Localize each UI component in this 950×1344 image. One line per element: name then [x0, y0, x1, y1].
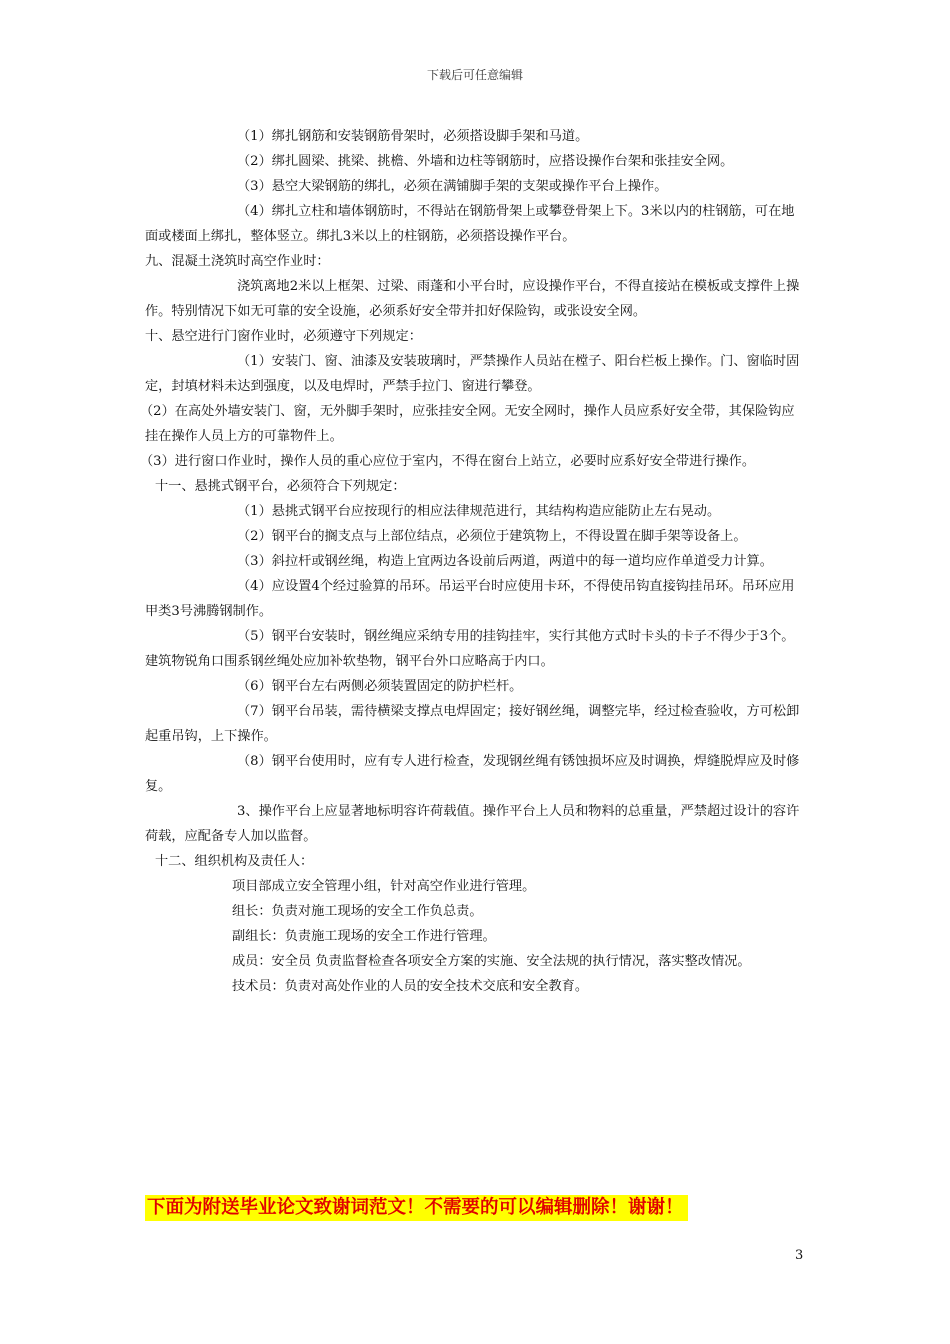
paragraph: 项目部成立安全管理小组，针对高空作业进行管理。 [232, 879, 536, 894]
paragraph: （3）悬空大梁钢筋的绑扎，必须在满铺脚手架的支架或操作平台上操作。 [237, 179, 668, 194]
paragraph: （2）在高处外墙安装门、窗，无外脚手架时，应张挂安全网。无安全网时，操作人员应系好安全带，其保险钩应挂在操作人员上方的可靠物件上。 [140, 404, 795, 444]
document-body [140, 124, 807, 999]
paragraph: （2）钢平台的搁支点与上部位结点，必须位于建筑物上，不得设置在脚手架等设备上。 [237, 529, 747, 544]
paragraph: （4）应设置4个经过验算的吊环。吊运平台时应使用卡环，不得使吊钩直接钩挂吊环。吊环应用甲类3号沸腾钢制作。 [145, 579, 795, 619]
paragraph: 副组长：负责施工现场的安全工作进行管理。 [232, 929, 496, 944]
paragraph: （7）钢平台吊装，需待横梁支撑点电焊固定；接好钢丝绳，调整完毕，经过检查验收，方可松卸起重吊钩，上下操作。 [145, 704, 800, 744]
paragraph: （8）钢平台使用时，应有专人进行检查，发现钢丝绳有锈蚀损坏应及时调换，焊缝脱焊应及时修复。 [145, 754, 800, 794]
paragraph: （1）安装门、窗、油漆及安装玻璃时，严禁操作人员站在樘子、阳台栏板上操作。门、窗临时固定，封填材料未达到强度，以及电焊时，严禁手拉门、窗进行攀登。 [145, 354, 800, 394]
paragraph: （1）绑扎钢筋和安装钢筋骨架时，必须搭设脚手架和马道。 [237, 129, 589, 144]
paragraph: 浇筑离地2米以上框架、过梁、雨蓬和小平台时，应设操作平台，不得直接站在模板或支撑件上操作。特别情况下如无可靠的安全设施，必须系好安全带并扣好保险钩，或张设安全网。 [145, 279, 800, 319]
paragraph: （5）钢平台安装时，钢丝绳应采纳专用的挂钩挂牢，实行其他方式时卡头的卡子不得少于3个。建筑物锐角口围系钢丝绳处应加补软垫物，钢平台外口应略高于内口。 [145, 629, 795, 669]
paragraph: （3）进行窗口作业时，操作人员的重心应位于室内，不得在窗台上站立，必要时应系好安全带进行操作。 [140, 454, 756, 469]
page-number: 3 [795, 1248, 804, 1263]
page-header: 下载后可任意编辑 [426, 68, 523, 82]
paragraph: （1）悬挑式钢平台应按现行的相应法律规范进行，其结构构造应能防止左右晃动。 [237, 504, 721, 519]
paragraph: 成员：安全员 负责监督检查各项安全方案的实施、安全法规的执行情况，落实整改情况。 [232, 954, 751, 969]
section-heading: 十、悬空进行门窗作业时，必须遵守下列规定： [145, 329, 422, 344]
paragraph: （3）斜拉杆或钢丝绳，构造上宜两边各设前后两道，两道中的每一道均应作单道受力计算。 [237, 554, 773, 569]
section-heading: 九、混凝土浇筑时高空作业时： [145, 254, 330, 269]
paragraph: （2）绑扎圆梁、挑梁、挑檐、外墙和边柱等钢筋时，应搭设操作台架和张挂安全网。 [237, 154, 734, 169]
paragraph: 3、操作平台上应显著地标明容许荷载值。操作平台上人员和物料的总重量，严禁超过设计的容许荷载，应配备专人加以监督。 [145, 804, 800, 844]
paragraph: （6）钢平台左右两侧必须装置固定的防护栏杆。 [237, 679, 523, 694]
section-heading: 十二、组织机构及责任人： [155, 854, 314, 869]
section-heading: 十一、悬挑式钢平台，必须符合下列规定： [155, 479, 406, 494]
paragraph: 组长：负责对施工现场的安全工作负总责。 [232, 904, 483, 919]
paragraph: 技术员：负责对高处作业的人员的安全技术交底和安全教育。 [232, 979, 589, 994]
highlighted-notice: 下面为附送毕业论文致谢词范文！不需要的可以编辑删除！谢谢！ [145, 1195, 688, 1221]
paragraph: （4）绑扎立柱和墙体钢筋时，不得站在钢筋骨架上或攀登骨架上下。3米以内的柱钢筋，可在地面或楼面上绑扎，整体竖立。绑扎3米以上的柱钢筋，必须搭设操作平台。 [145, 204, 795, 244]
